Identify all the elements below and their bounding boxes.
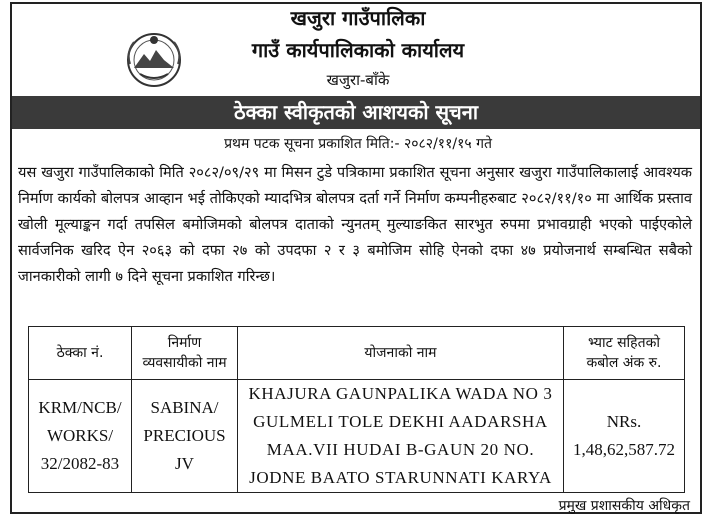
project-line: MAA.VII HUDAI B-GAUN 20 NO. — [266, 440, 535, 459]
header-bid-amount — [564, 327, 685, 380]
municipality-name: खजुरा गाउँपालिका — [290, 6, 426, 30]
project-line: KHAJURA GAUNPALIKA WADA NO 3 — [248, 384, 553, 403]
contract-no-line: KRM/NCB/ — [38, 398, 122, 417]
amount-value: 1,48,62,587.72 — [573, 440, 675, 459]
notice-body-paragraph: यस खजुरा गाउँपालिकाको मिति २०८२/०९/२९ मा मिसन टुडे पत्रिकामा प्रकाशित सूचना अनुसार खजुरा गाउँपालिकालाई आवश्यक निर्माण कार्यको बोलपत्र आव्हान भई तोकिएको म्यादभित्र बोलपत्र दर्ता गर्ने निर्माण कम्पनीहरुबाट २०८२/११/१० मा आर्थिक प्रस्ताव खोली मूल्याङ्कन गर्दा तपसिल बमोजिमको बोलपत्र दाताको न्युनतम् मुल्याङकित सारभुत रुपमा प्रभावग्राही भएको पाईएकोले सार्वजनिक खरिद ऐन २०६३ को दफा २७ को उपदफा २ र ३ बमोजिम सोहि ऐनको दफा ४७ प्रयोजनार्थ सम्बन्धित सबैको जानकारीको लागी ७ दिने सूचना प्रकाशित गरिन्छ। — [18, 164, 692, 285]
footer-signatory: प्रमुख प्रशासकीय अधिकृत — [558, 498, 690, 514]
office-name: गाउँ कार्यपालिकाको कार्यालय — [251, 38, 465, 62]
contract-no-line: 32/2082-83 — [40, 454, 120, 473]
project-line: JODNE BAATO STARUNNATI KARYA — [249, 468, 552, 487]
header-project-name: योजनाको नाम — [238, 327, 564, 380]
cell-builder — [132, 380, 238, 493]
builder-line: PRECIOUS — [143, 426, 226, 445]
builder-line: SABINA/ — [150, 398, 219, 417]
header-builder-name — [132, 327, 238, 380]
table-row — [29, 380, 685, 493]
cell-contract-no — [29, 380, 132, 493]
header-amount-line2: कबोल अंक रु. — [586, 355, 662, 371]
contract-no-line: WORKS/ — [46, 426, 114, 445]
header-amount-line1: भ्याट सहितको — [588, 335, 660, 351]
contract-table — [28, 326, 685, 493]
table-header-row — [29, 327, 685, 380]
header-contract-no: ठेक्का नं. — [29, 327, 132, 380]
office-location: खजुरा-बाँके — [326, 71, 390, 89]
notice-title-banner: ठेक्का स्वीकृतको आशयको सूचना — [12, 96, 700, 129]
header-builder-line2: व्यवसायीको नाम — [142, 355, 227, 371]
publication-date: प्रथम पटक सूचना प्रकाशित मिति:- २०८२/११/१५ गते — [224, 136, 492, 152]
cell-project — [238, 380, 564, 493]
builder-line: JV — [175, 454, 194, 473]
header-builder-line1: निर्माण — [167, 335, 202, 351]
amount-currency: NRs. — [606, 412, 642, 431]
project-line: GULMELI TOLE DEKHI AADARSHA — [253, 412, 548, 431]
cell-amount — [564, 380, 685, 493]
